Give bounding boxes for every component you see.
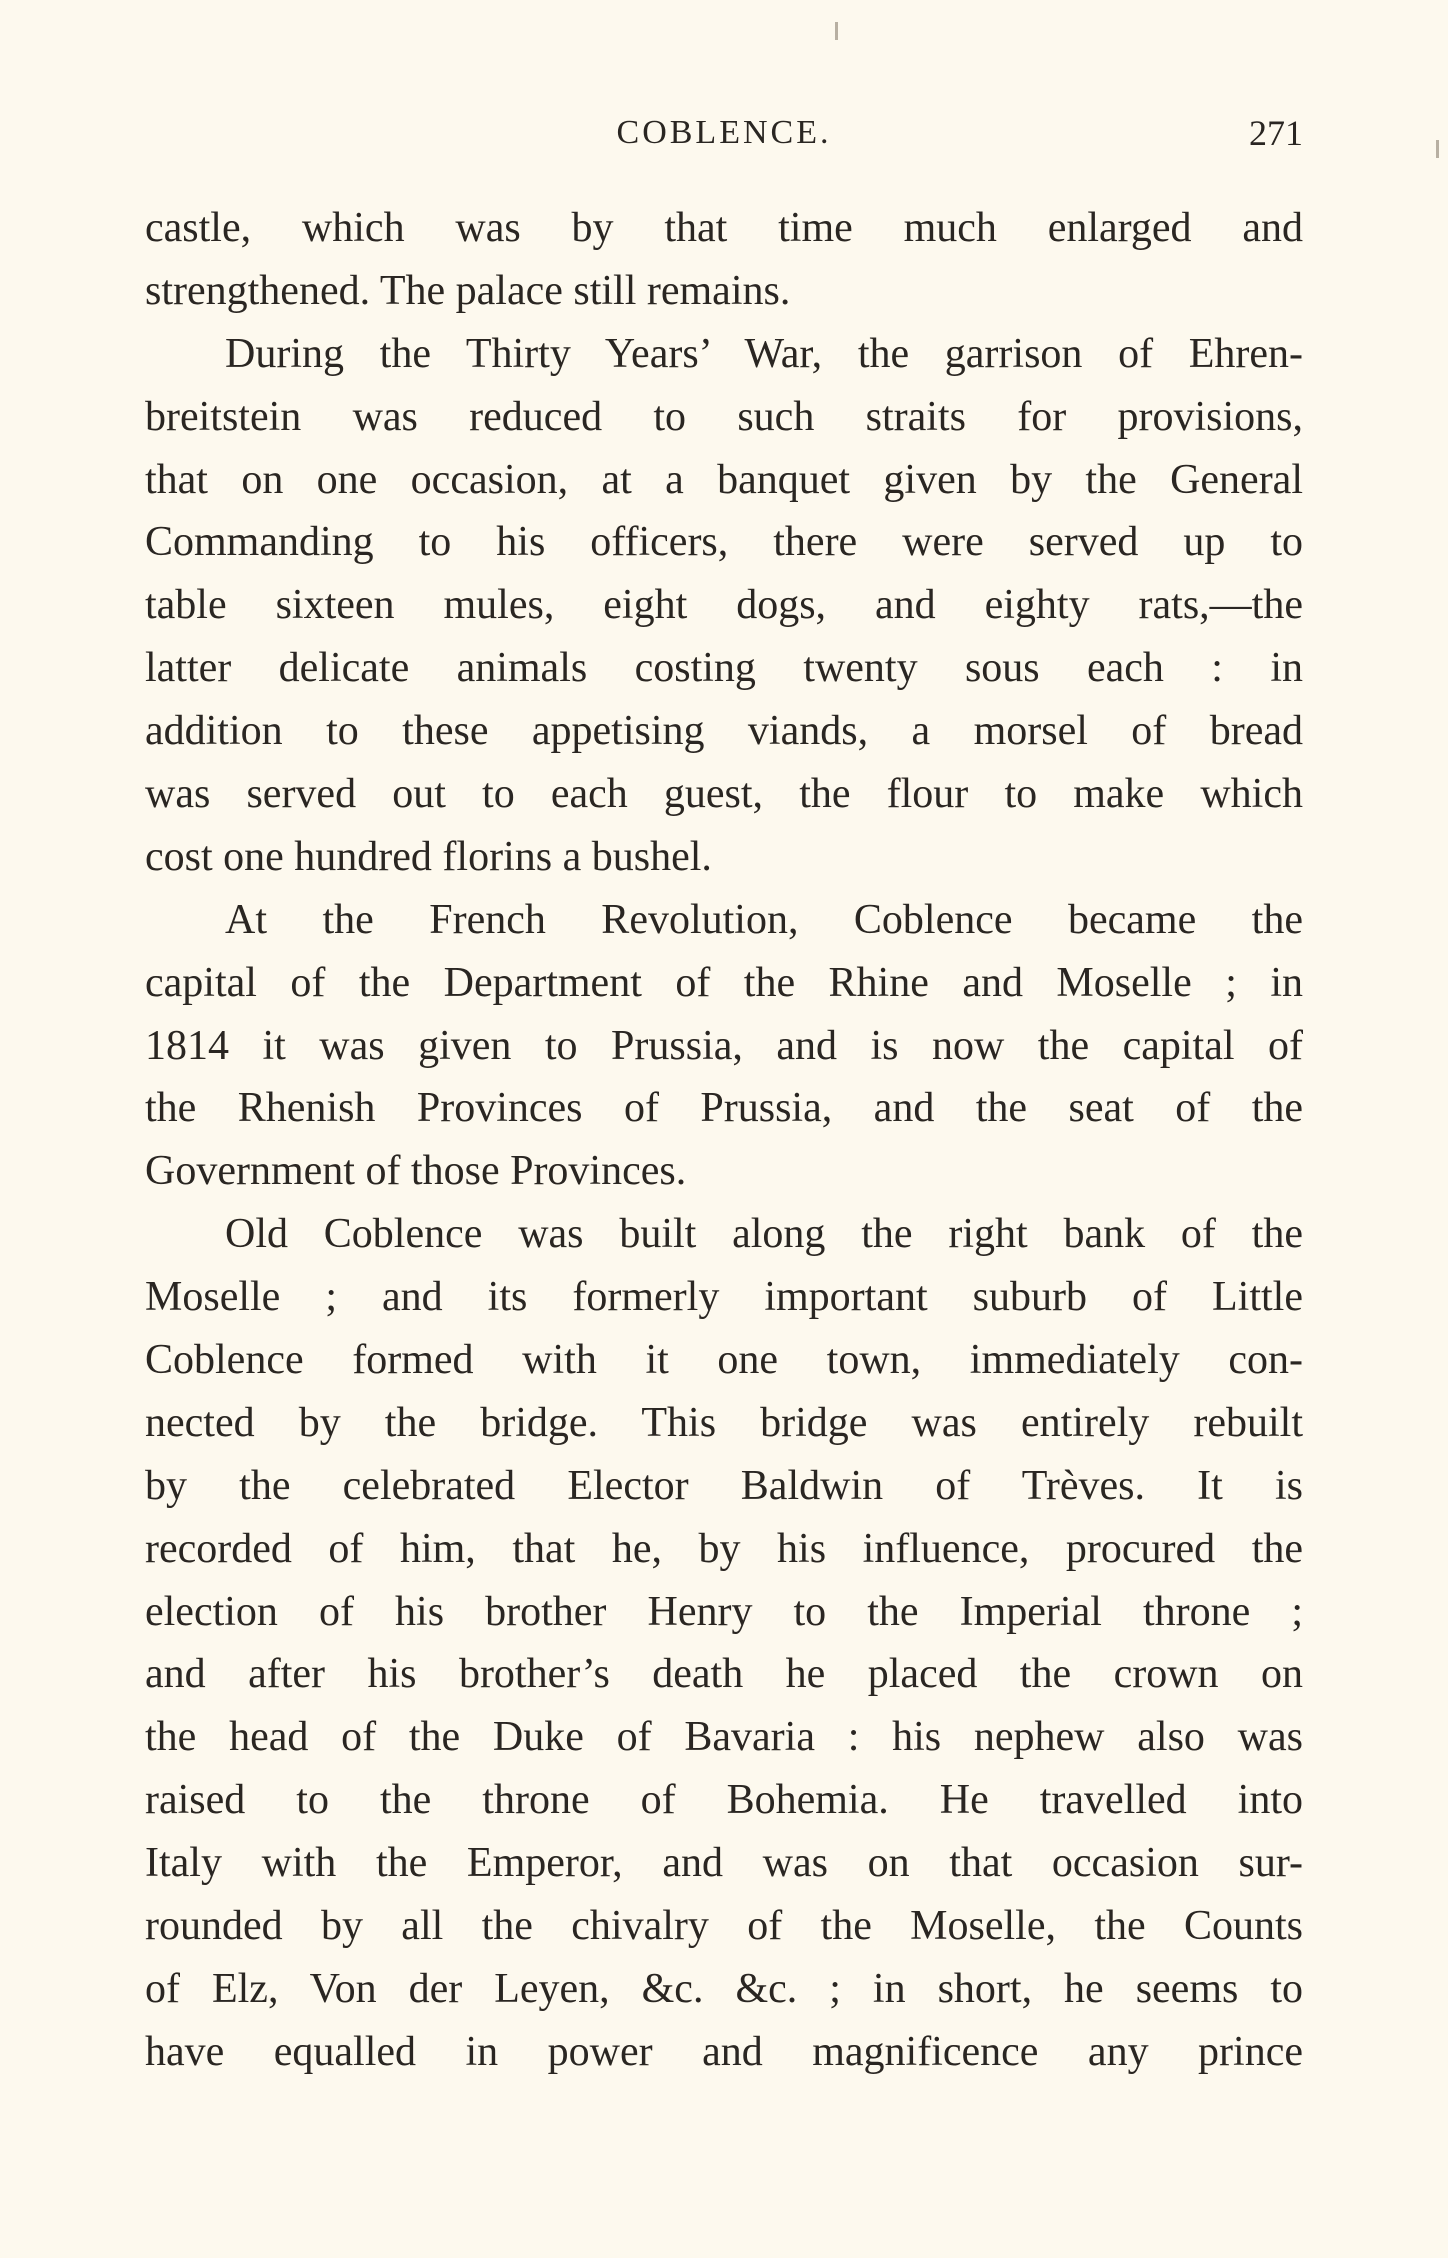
text-line: Coblence formed with it one town, immediately con- [145, 1337, 1303, 1384]
text-line: rounded by all the chivalry of the Moselle, the Counts [145, 1903, 1303, 1950]
text-line: latter delicate animals costing twenty sous each : in [145, 645, 1303, 692]
text-line: Commanding to his officers, there were served up to [145, 519, 1303, 566]
text-line: nected by the bridge. This bridge was entirely rebuilt [145, 1399, 1303, 1446]
text-line: castle, which was by that time much enlarged and [145, 205, 1303, 251]
text-line: 1814 it was given to Prussia, and is now the capital of [145, 1022, 1303, 1069]
margin-mark-top [835, 22, 838, 40]
text-line: During the Thirty Years’ War, the garrison of Ehren- [225, 330, 1303, 377]
text-line: table sixteen mules, eight dogs, and eighty rats,—the [145, 582, 1303, 629]
text-line: Old Coblence was built along the right bank of the [225, 1211, 1303, 1258]
text-line: of Elz, Von der Leyen, &c. &c. ; in short, he seems to [145, 1965, 1303, 2012]
text-line: the head of the Duke of Bavaria : his nephew also was [145, 1714, 1303, 1761]
text-line: recorded of him, that he, by his influence, procured the [145, 1525, 1303, 1572]
text-line: election of his brother Henry to the Imperial throne ; [145, 1588, 1303, 1635]
body-text [145, 197, 1303, 2084]
text-line: raised to the throne of Bohemia. He travelled into [145, 1777, 1303, 1824]
text-line: capital of the Department of the Rhine and Moselle ; in [145, 959, 1303, 1006]
page-number: 271 [1249, 113, 1303, 153]
text-line: cost one hundred florins a bushel. [145, 833, 712, 880]
text-line: At the French Revolution, Coblence became the [225, 896, 1303, 943]
running-title: COBLENCE. [616, 114, 832, 151]
text-line: Government of those Provinces. [145, 1148, 687, 1195]
text-line: and after his brother’s death he placed the crown on [145, 1651, 1303, 1698]
text-line: by the celebrated Elector Baldwin of Trèves. It is [145, 1462, 1303, 1509]
text-line: Moselle ; and its formerly important suburb of Little [145, 1274, 1303, 1321]
text-line: was served out to each guest, the flour to make which [145, 771, 1303, 818]
text-line: addition to these appetising viands, a morsel of bread [145, 708, 1303, 755]
text-line: that on one occasion, at a banquet given by the General [145, 456, 1303, 503]
text-line: breitstein was reduced to such straits for provisions, [145, 393, 1303, 440]
text-line: Italy with the Emperor, and was on that occasion sur- [145, 1840, 1303, 1887]
margin-mark-right [1436, 140, 1439, 158]
text-line: have equalled in power and magnificence any prince [145, 2028, 1303, 2075]
text-line: the Rhenish Provinces of Prussia, and the seat of the [145, 1085, 1303, 1132]
running-head [145, 108, 1303, 158]
text-line: strengthened. The palace still remains. [145, 267, 791, 314]
